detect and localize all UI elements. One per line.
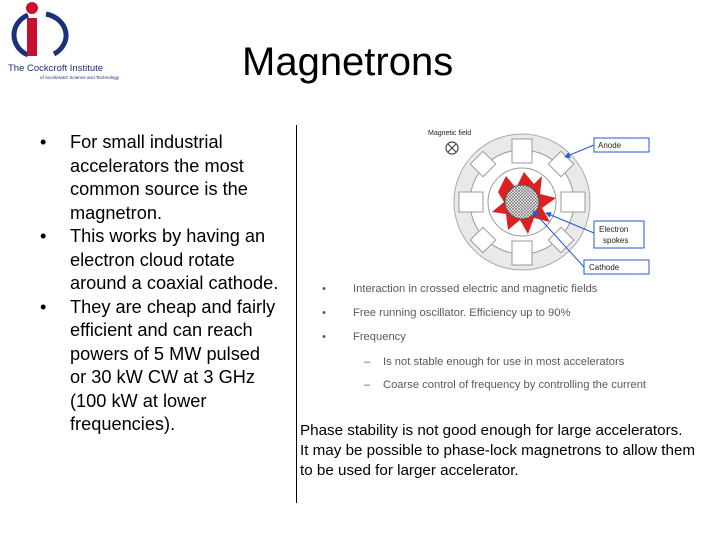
bullet-item xyxy=(40,131,280,225)
figure-bullet-text: Free running oscillator. Efficiency up to 90% xyxy=(353,307,571,319)
figure-bullet xyxy=(322,282,662,296)
magnetron-diagram xyxy=(300,125,660,283)
slide-title: Magnetrons xyxy=(242,40,454,84)
figure-bullet-text: Interaction in crossed electric and magnetic fields xyxy=(353,283,598,295)
bullet-marker: • xyxy=(40,132,47,152)
anode-label: Anode xyxy=(598,141,622,150)
bullet-marker: • xyxy=(40,296,47,317)
caption-text-box xyxy=(300,421,705,481)
cockcroft-logo-icon xyxy=(0,0,140,62)
bullet-item xyxy=(40,296,280,437)
institute-name: The Cockcroft Institute xyxy=(8,63,104,74)
bullet-text: They are cheap and fairly efficient and can reach powers of 5 MW pulsed or 30 kW CW at 3 GHz (100 kW at lower frequencies). xyxy=(70,296,276,434)
cathode-label: Cathode xyxy=(589,263,620,272)
caption-line-1: Phase stability is not good enough for large accelerators. xyxy=(300,422,683,439)
figure-bullet xyxy=(322,306,662,320)
figure-sub-bullet-marker: – xyxy=(364,379,371,391)
figure-sub-bullet xyxy=(352,354,662,370)
magnetic-field-label: Magnetic field xyxy=(428,130,472,137)
bullet-marker: • xyxy=(40,226,47,246)
bullet-text: This works by having an electron cloud rotate around a coaxial cathode. xyxy=(70,226,279,293)
figure-bullet-list xyxy=(322,282,662,400)
electron-spokes-label-2: spokes xyxy=(603,236,629,245)
electron-spokes-label-1: Electron xyxy=(599,225,629,234)
figure-bullet-marker: • xyxy=(322,283,326,295)
bullet-item xyxy=(40,225,280,296)
figure-bullet xyxy=(322,330,662,344)
figure-bullet-text: Frequency xyxy=(353,331,406,343)
figure-sub-bullet-text: Coarse control of frequency by controlling the current xyxy=(383,379,647,391)
caption-line-2: It may be possible to phase-lock magnetrons to allow them to be used for larger accelerator. xyxy=(300,442,696,479)
figure-bullet-marker: • xyxy=(322,331,326,343)
institute-logo xyxy=(0,0,140,90)
figure-sub-bullet-text: Is not stable enough for use in most accelerators xyxy=(383,356,625,368)
figure-sub-bullet xyxy=(352,377,662,393)
vertical-divider xyxy=(296,125,297,503)
cathode-shape xyxy=(505,185,539,219)
figure-bullet-marker: • xyxy=(322,307,326,319)
figure-sub-bullet-marker: – xyxy=(364,356,371,368)
institute-subtitle: of Accelerator Science and Technology xyxy=(40,75,120,80)
main-bullet-list xyxy=(40,131,280,437)
bullet-text: For small industrial accelerators the most common source is the magnetron. xyxy=(70,132,248,223)
